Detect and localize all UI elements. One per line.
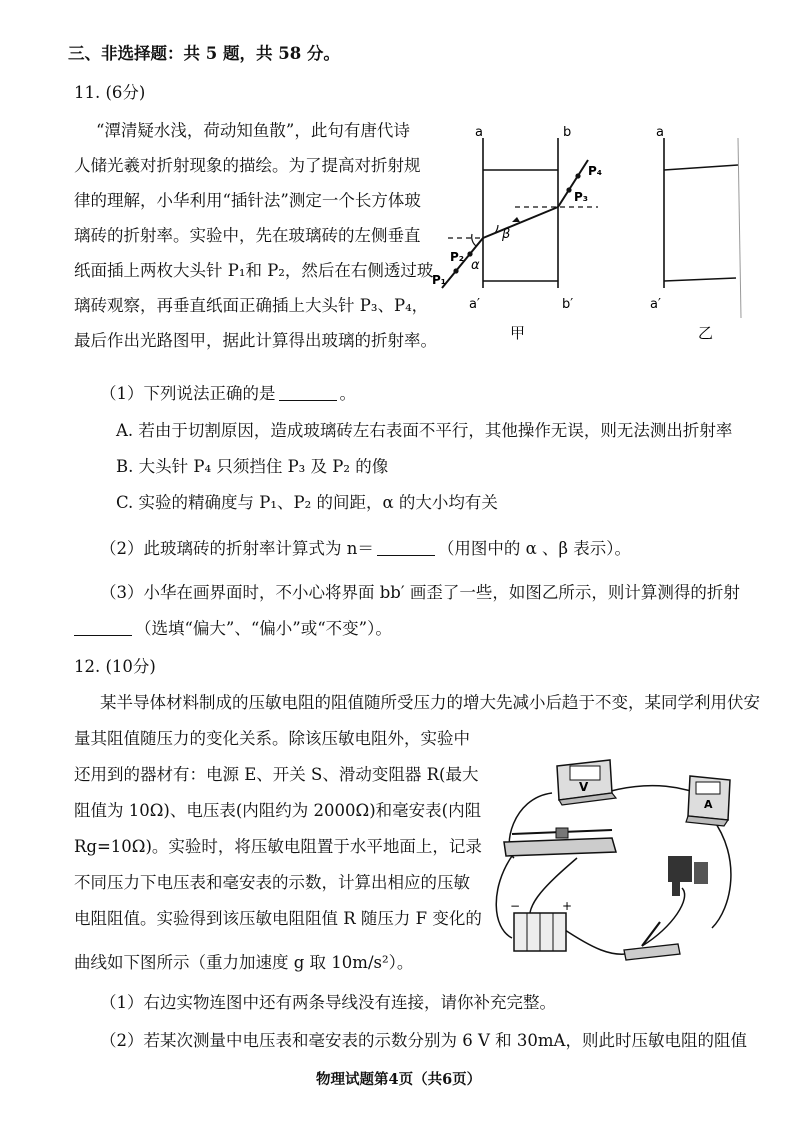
- q12-body-line: 还用到的器材有：电源 E、开关 S、滑动变阻器 R(最大: [74, 765, 479, 784]
- rheostat: [504, 828, 616, 856]
- q12-sub1: （1）右边实物连图中还有两条导线没有连接，请你补充完整。: [100, 993, 556, 1012]
- q12-body-line: 电阻阻值。实验得到该压敏电阻阻值 R 随压力 F 变化的: [74, 909, 482, 928]
- q12-intro-line1: 某半导体材料制成的压敏电阻的阻值随所受压力的增大先减小后趋于不变，某同学利用伏安: [100, 693, 760, 712]
- q12-body-line: 不同压力下电压表和毫安表的示数，计算出相应的压敏: [74, 873, 470, 892]
- q11-option-b: B. 大头针 P₄ 只须挡住 P₃ 及 P₂ 的像: [116, 457, 389, 476]
- q11-sub3-line1: （3）小华在画界面时，不小心将界面 bb′ 画歪了一些，如图乙所示，则计算测得的折射: [100, 583, 740, 602]
- q11-option-c: C. 实验的精确度与 P₁、P₂ 的间距，α 的大小均有关: [116, 493, 498, 512]
- page-footer: 物理试题第4页（共6页）: [316, 1071, 482, 1088]
- svg-text:+: +: [562, 899, 573, 913]
- q11-intro-line: 人储光羲对折射现象的描绘。为了提高对折射规: [74, 156, 421, 175]
- section-heading: 三、非选择题：共 5 题，共 58 分。: [68, 44, 340, 63]
- q12-body-line: 量其阻值随压力的变化关系。除该压敏电阻外，实验中: [74, 729, 470, 748]
- q11-sub2-end: （用图中的 α 、β 表示）。: [437, 539, 632, 558]
- q11-intro-line: “潭清疑水浅，荷动知鱼散”，此句有唐代诗: [96, 121, 410, 140]
- svg-text:−: −: [510, 899, 521, 913]
- q11-sub1-end: 。: [339, 384, 356, 403]
- q12-body: [74, 728, 482, 948]
- q11-option-a: A. 若由于切割原因，造成玻璃砖左右表面不平行，其他操作无误，则无法测出折射率: [116, 421, 733, 440]
- q12-body-line: Rg=10Ω)。实验时，将压敏电阻置于水平地面上，记录: [74, 837, 482, 856]
- q11-sub2-answer-blank[interactable]: [377, 540, 435, 556]
- milliammeter-label: A: [704, 798, 713, 811]
- battery: [510, 899, 572, 951]
- q11-intro-line: 律的理解，小华利用“插针法”测定一个长方体玻: [74, 191, 421, 210]
- q11-sub2: [100, 538, 631, 560]
- q11-intro-line: 璃砖观察，再垂直纸面正确插上大头针 P₃、P₄，: [74, 296, 429, 315]
- fig-label-a: a: [475, 125, 483, 140]
- q11-intro-line: 纸面插上两枚大头针 P₁和 P₂，然后在右侧透过玻: [74, 261, 434, 280]
- voltmeter-label: V: [579, 780, 589, 794]
- voltmeter: [557, 760, 616, 805]
- fig2-label-a-prime: a′: [650, 297, 661, 312]
- q12-body-line: 阻值为 10Ω)、电压表(内阻约为 2000Ω)和毫安表(内阻: [74, 801, 482, 820]
- fig-label-b-prime: b′: [562, 297, 574, 312]
- fig-label-p4: P₄: [588, 164, 603, 178]
- q11-intro-line: 最后作出光路图甲，据此计算得出玻璃的折射率。: [74, 331, 437, 350]
- fig-label-p2: P₂: [450, 250, 465, 264]
- fig-label-b: b: [563, 125, 572, 140]
- fig2-label-a: a: [656, 125, 664, 140]
- q12-number: 12. (10分): [74, 657, 156, 676]
- q12-circuit-figure: [482, 738, 752, 978]
- q11-sub1-answer-blank[interactable]: [279, 385, 337, 401]
- fig-label-a-prime: a′: [469, 297, 480, 312]
- fig-label-p1: P₁: [432, 273, 447, 287]
- q11-intro-line: 璃砖的折射率。实验中，先在玻璃砖的左侧垂直: [74, 226, 421, 245]
- q11-sub3-answer-blank[interactable]: [74, 620, 132, 636]
- fig-caption-jia: 甲: [510, 324, 526, 342]
- milliammeter: [686, 776, 730, 826]
- fig-label-p3: P₃: [574, 190, 589, 204]
- q11-sub3-line2: [74, 618, 392, 640]
- q12-sub2: （2）若某次测量中电压表和毫安表的示数分别为 6 V 和 30mA，则此时压敏电阻的阻值: [100, 1031, 747, 1050]
- fig-label-alpha: α: [471, 258, 480, 273]
- pressure-resistor: [668, 856, 708, 896]
- fig-label-beta: β: [502, 227, 511, 242]
- q11-optics-figure: [420, 118, 760, 348]
- q11-sub3-text: （选填“偏大”、“偏小”或“不变”）。: [135, 619, 392, 638]
- q11-number: 11. (6分): [74, 83, 146, 102]
- q11-sub1: [100, 383, 356, 405]
- switch: [624, 922, 680, 960]
- q11-intro: [74, 120, 454, 370]
- q11-sub1-prompt: （1）下列说法正确的是: [100, 384, 276, 403]
- q12-last-line: 曲线如下图所示（重力加速度 g 取 10m/s²）。: [74, 953, 414, 972]
- q11-sub2-prompt: （2）此玻璃砖的折射率计算式为 n＝: [100, 539, 374, 558]
- fig-caption-yi: 乙: [698, 324, 714, 342]
